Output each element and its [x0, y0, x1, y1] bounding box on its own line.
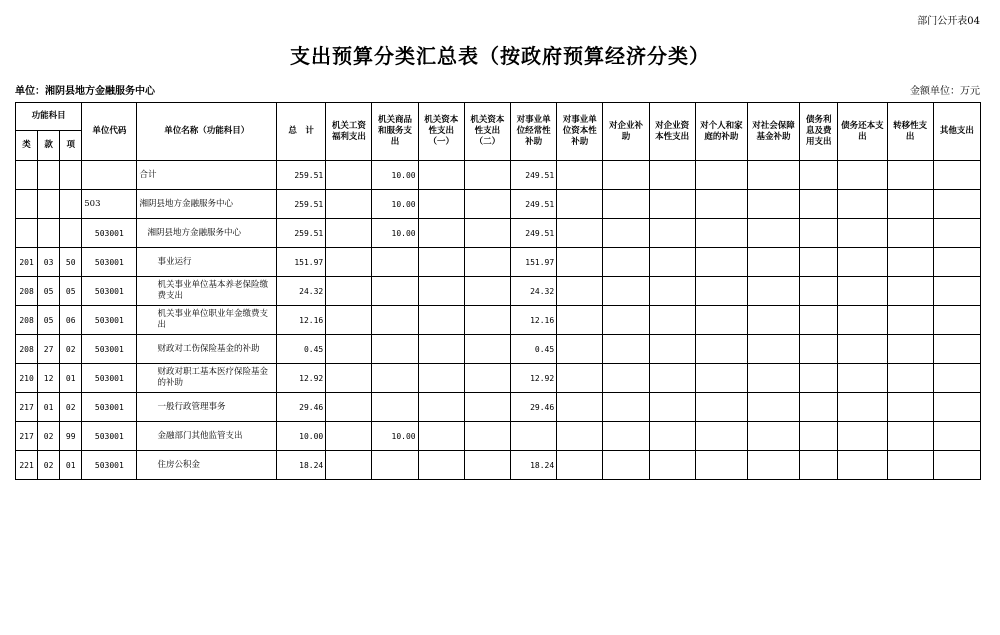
cell-c8: [649, 277, 695, 306]
cell-c13: [887, 161, 933, 190]
cell-unit-name: 财政对职工基本医疗保险基金的补助: [137, 364, 277, 393]
cell-kuan: 12: [38, 364, 60, 393]
cell-kuan: 02: [38, 451, 60, 480]
cell-total: 151.97: [277, 248, 326, 277]
cell-c5: 12.92: [510, 364, 556, 393]
cell-c5: [510, 422, 556, 451]
cell-c6: [557, 451, 603, 480]
cell-c11: [800, 219, 838, 248]
cell-lei: 208: [16, 306, 38, 335]
cell-c10: [747, 277, 799, 306]
cell-c11: [800, 364, 838, 393]
cell-c14: [933, 335, 980, 364]
cell-lei: 221: [16, 451, 38, 480]
cell-c3: [418, 335, 464, 364]
cell-c4: [464, 219, 510, 248]
cell-c9: [695, 335, 747, 364]
cell-c8: [649, 306, 695, 335]
table-row: [16, 364, 981, 393]
cell-c11: [800, 306, 838, 335]
cell-c7: [603, 306, 649, 335]
cell-unit-code: 503001: [82, 248, 137, 277]
cell-c4: [464, 393, 510, 422]
budget-table: [15, 102, 981, 480]
cell-c11: [800, 161, 838, 190]
cell-c13: [887, 393, 933, 422]
cell-c1: [326, 161, 372, 190]
cell-unit-code: 503001: [82, 393, 137, 422]
cell-c7: [603, 190, 649, 219]
cell-c4: [464, 248, 510, 277]
cell-c2: 10.00: [372, 219, 418, 248]
cell-c11: [800, 451, 838, 480]
cell-c2: 10.00: [372, 161, 418, 190]
cell-c11: [800, 277, 838, 306]
cell-c9: [695, 248, 747, 277]
cell-total: 259.51: [277, 161, 326, 190]
cell-c1: [326, 393, 372, 422]
cell-kuan: 03: [38, 248, 60, 277]
cell-kuan: 01: [38, 393, 60, 422]
cell-c1: [326, 335, 372, 364]
cell-c10: [747, 422, 799, 451]
cell-xiang: [60, 161, 82, 190]
cell-c9: [695, 161, 747, 190]
cell-c11: [800, 422, 838, 451]
cell-c4: [464, 161, 510, 190]
cell-lei: 201: [16, 248, 38, 277]
cell-c5: 29.46: [510, 393, 556, 422]
cell-c12: [838, 306, 887, 335]
cell-unit-name: 合计: [137, 161, 277, 190]
header-c2: 机关商品和服务支出: [372, 103, 418, 161]
cell-c10: [747, 393, 799, 422]
cell-c9: [695, 422, 747, 451]
cell-c8: [649, 451, 695, 480]
table-row: [16, 248, 981, 277]
cell-c11: [800, 248, 838, 277]
header-c10: 对社会保障基金补助: [747, 103, 799, 161]
cell-c2: [372, 306, 418, 335]
header-xiang: 项: [60, 131, 82, 161]
cell-c12: [838, 190, 887, 219]
cell-lei: 210: [16, 364, 38, 393]
cell-c2: [372, 335, 418, 364]
cell-total: 259.51: [277, 219, 326, 248]
cell-c3: [418, 248, 464, 277]
header-c11: 债务利息及费用支出: [800, 103, 838, 161]
cell-c1: [326, 277, 372, 306]
cell-c6: [557, 248, 603, 277]
cell-unit-name: 机关事业单位基本养老保险缴费支出: [137, 277, 277, 306]
cell-c3: [418, 161, 464, 190]
cell-c12: [838, 364, 887, 393]
cell-unit-code: 503001: [82, 364, 137, 393]
table-row: [16, 190, 981, 219]
table-row: [16, 219, 981, 248]
cell-unit-code: 503001: [82, 277, 137, 306]
cell-c5: 12.16: [510, 306, 556, 335]
cell-c6: [557, 422, 603, 451]
cell-c11: [800, 335, 838, 364]
cell-c4: [464, 190, 510, 219]
cell-lei: [16, 161, 38, 190]
cell-c14: [933, 364, 980, 393]
cell-c14: [933, 161, 980, 190]
cell-xiang: 01: [60, 364, 82, 393]
cell-c9: [695, 219, 747, 248]
cell-c6: [557, 393, 603, 422]
cell-c6: [557, 161, 603, 190]
cell-c9: [695, 306, 747, 335]
cell-c12: [838, 422, 887, 451]
cell-c13: [887, 422, 933, 451]
cell-c14: [933, 248, 980, 277]
cell-lei: [16, 190, 38, 219]
cell-kuan: 05: [38, 306, 60, 335]
cell-c8: [649, 335, 695, 364]
cell-c7: [603, 422, 649, 451]
cell-c13: [887, 219, 933, 248]
cell-c12: [838, 451, 887, 480]
cell-c14: [933, 190, 980, 219]
header-total: 总 计: [277, 103, 326, 161]
cell-c1: [326, 190, 372, 219]
cell-total: 10.00: [277, 422, 326, 451]
cell-unit-name: 湘阴县地方金融服务中心: [137, 219, 277, 248]
cell-unit-name: 事业运行: [137, 248, 277, 277]
table-row: [16, 335, 981, 364]
header-unit-code: 单位代码: [82, 103, 137, 161]
cell-lei: 208: [16, 277, 38, 306]
cell-xiang: 02: [60, 335, 82, 364]
table-row: [16, 393, 981, 422]
cell-c13: [887, 335, 933, 364]
cell-c10: [747, 248, 799, 277]
cell-c2: 10.00: [372, 422, 418, 451]
cell-kuan: 27: [38, 335, 60, 364]
cell-c7: [603, 364, 649, 393]
cell-c5: 249.51: [510, 219, 556, 248]
header-c12: 债务还本支出: [838, 103, 887, 161]
cell-unit-name: 一般行政管理事务: [137, 393, 277, 422]
cell-c4: [464, 422, 510, 451]
cell-c4: [464, 277, 510, 306]
cell-xiang: 06: [60, 306, 82, 335]
cell-c14: [933, 422, 980, 451]
header-kuan: 款: [38, 131, 60, 161]
cell-unit-name: 湘阴县地方金融服务中心: [137, 190, 277, 219]
cell-c2: [372, 393, 418, 422]
cell-c5: 151.97: [510, 248, 556, 277]
table-code: 部门公开表04: [917, 16, 980, 27]
cell-c7: [603, 248, 649, 277]
cell-c3: [418, 422, 464, 451]
cell-c8: [649, 248, 695, 277]
cell-c7: [603, 219, 649, 248]
cell-xiang: 02: [60, 393, 82, 422]
header-lei: 类: [16, 131, 38, 161]
cell-c5: 249.51: [510, 161, 556, 190]
header-c4: 机关资本性支出（二）: [464, 103, 510, 161]
cell-c12: [838, 277, 887, 306]
cell-c4: [464, 451, 510, 480]
cell-c5: 249.51: [510, 190, 556, 219]
cell-xiang: 50: [60, 248, 82, 277]
cell-c10: [747, 306, 799, 335]
cell-xiang: 05: [60, 277, 82, 306]
cell-unit-code: [82, 161, 137, 190]
cell-c14: [933, 219, 980, 248]
table-row: [16, 161, 981, 190]
cell-kuan: [38, 161, 60, 190]
cell-unit-code: 503001: [82, 422, 137, 451]
cell-lei: [16, 219, 38, 248]
cell-c11: [800, 190, 838, 219]
cell-c13: [887, 364, 933, 393]
cell-kuan: 02: [38, 422, 60, 451]
cell-c12: [838, 393, 887, 422]
table-row: [16, 451, 981, 480]
cell-kuan: [38, 190, 60, 219]
cell-c12: [838, 248, 887, 277]
cell-c2: [372, 451, 418, 480]
cell-c13: [887, 451, 933, 480]
cell-xiang: [60, 219, 82, 248]
header-c6: 对事业单位资本性补助: [557, 103, 603, 161]
cell-xiang: [60, 190, 82, 219]
cell-c6: [557, 335, 603, 364]
cell-c4: [464, 306, 510, 335]
cell-c14: [933, 451, 980, 480]
unit-label: 单位：湘阴县地方金融服务中心: [15, 86, 155, 97]
cell-unit-code: 503001: [82, 219, 137, 248]
cell-c9: [695, 190, 747, 219]
cell-c14: [933, 306, 980, 335]
cell-unit-name: 机关事业单位职业年金缴费支出: [137, 306, 277, 335]
cell-c10: [747, 190, 799, 219]
amount-unit: 金额单位：万元: [910, 86, 980, 97]
header-c1: 机关工资福利支出: [326, 103, 372, 161]
cell-c6: [557, 306, 603, 335]
cell-total: 12.16: [277, 306, 326, 335]
cell-c6: [557, 277, 603, 306]
cell-c12: [838, 335, 887, 364]
cell-c3: [418, 306, 464, 335]
cell-c2: [372, 248, 418, 277]
cell-total: 259.51: [277, 190, 326, 219]
cell-total: 29.46: [277, 393, 326, 422]
page-title: 支出预算分类汇总表（按政府预算经济分类）: [290, 44, 710, 68]
cell-xiang: 01: [60, 451, 82, 480]
cell-c4: [464, 364, 510, 393]
cell-c1: [326, 364, 372, 393]
cell-c8: [649, 190, 695, 219]
table-row: [16, 422, 981, 451]
cell-c6: [557, 219, 603, 248]
cell-c10: [747, 364, 799, 393]
cell-c1: [326, 219, 372, 248]
cell-c8: [649, 161, 695, 190]
cell-c2: 10.00: [372, 190, 418, 219]
cell-c9: [695, 277, 747, 306]
cell-c3: [418, 451, 464, 480]
header-c13: 转移性支出: [887, 103, 933, 161]
table-row: [16, 306, 981, 335]
cell-kuan: 05: [38, 277, 60, 306]
cell-c9: [695, 364, 747, 393]
cell-unit-name: 财政对工伤保险基金的补助: [137, 335, 277, 364]
cell-c7: [603, 335, 649, 364]
cell-c8: [649, 422, 695, 451]
cell-c7: [603, 161, 649, 190]
cell-c10: [747, 451, 799, 480]
cell-c7: [603, 451, 649, 480]
cell-c3: [418, 190, 464, 219]
cell-unit-code: 503001: [82, 451, 137, 480]
cell-c11: [800, 393, 838, 422]
cell-c1: [326, 451, 372, 480]
cell-c5: 18.24: [510, 451, 556, 480]
header-unit-name: 单位名称（功能科目）: [137, 103, 277, 161]
cell-unit-code: 503001: [82, 335, 137, 364]
table-row: [16, 277, 981, 306]
cell-total: 0.45: [277, 335, 326, 364]
cell-c6: [557, 364, 603, 393]
cell-unit-name: 金融部门其他监管支出: [137, 422, 277, 451]
cell-total: 12.92: [277, 364, 326, 393]
cell-total: 24.32: [277, 277, 326, 306]
cell-c9: [695, 393, 747, 422]
cell-c5: 0.45: [510, 335, 556, 364]
cell-c4: [464, 335, 510, 364]
cell-c10: [747, 335, 799, 364]
table-header: [16, 103, 981, 161]
cell-c14: [933, 277, 980, 306]
header-c14: 其他支出: [933, 103, 980, 161]
cell-c1: [326, 248, 372, 277]
cell-lei: 217: [16, 393, 38, 422]
cell-c2: [372, 277, 418, 306]
cell-c8: [649, 364, 695, 393]
header-c5: 对事业单位经常性补助: [510, 103, 556, 161]
cell-c10: [747, 219, 799, 248]
cell-c3: [418, 219, 464, 248]
cell-c7: [603, 277, 649, 306]
cell-c14: [933, 393, 980, 422]
cell-c13: [887, 190, 933, 219]
cell-c1: [326, 422, 372, 451]
cell-c12: [838, 219, 887, 248]
cell-xiang: 99: [60, 422, 82, 451]
cell-lei: 217: [16, 422, 38, 451]
cell-c13: [887, 248, 933, 277]
cell-unit-code: 503: [82, 190, 137, 219]
header-c3: 机关资本性支出（一）: [418, 103, 464, 161]
header-c9: 对个人和家庭的补助: [695, 103, 747, 161]
cell-c5: 24.32: [510, 277, 556, 306]
cell-c10: [747, 161, 799, 190]
cell-c6: [557, 190, 603, 219]
cell-c9: [695, 451, 747, 480]
cell-c7: [603, 393, 649, 422]
header-func-subject: 功能科目: [16, 103, 82, 131]
header-c7: 对企业补助: [603, 103, 649, 161]
cell-unit-code: 503001: [82, 306, 137, 335]
cell-c3: [418, 277, 464, 306]
cell-c1: [326, 306, 372, 335]
cell-c2: [372, 364, 418, 393]
cell-c13: [887, 306, 933, 335]
cell-c12: [838, 161, 887, 190]
cell-c8: [649, 393, 695, 422]
cell-c3: [418, 364, 464, 393]
table-body: [16, 161, 981, 480]
cell-c3: [418, 393, 464, 422]
cell-c13: [887, 277, 933, 306]
cell-c8: [649, 219, 695, 248]
header-c8: 对企业资本性支出: [649, 103, 695, 161]
cell-total: 18.24: [277, 451, 326, 480]
cell-unit-name: 住房公积金: [137, 451, 277, 480]
cell-lei: 208: [16, 335, 38, 364]
cell-kuan: [38, 219, 60, 248]
